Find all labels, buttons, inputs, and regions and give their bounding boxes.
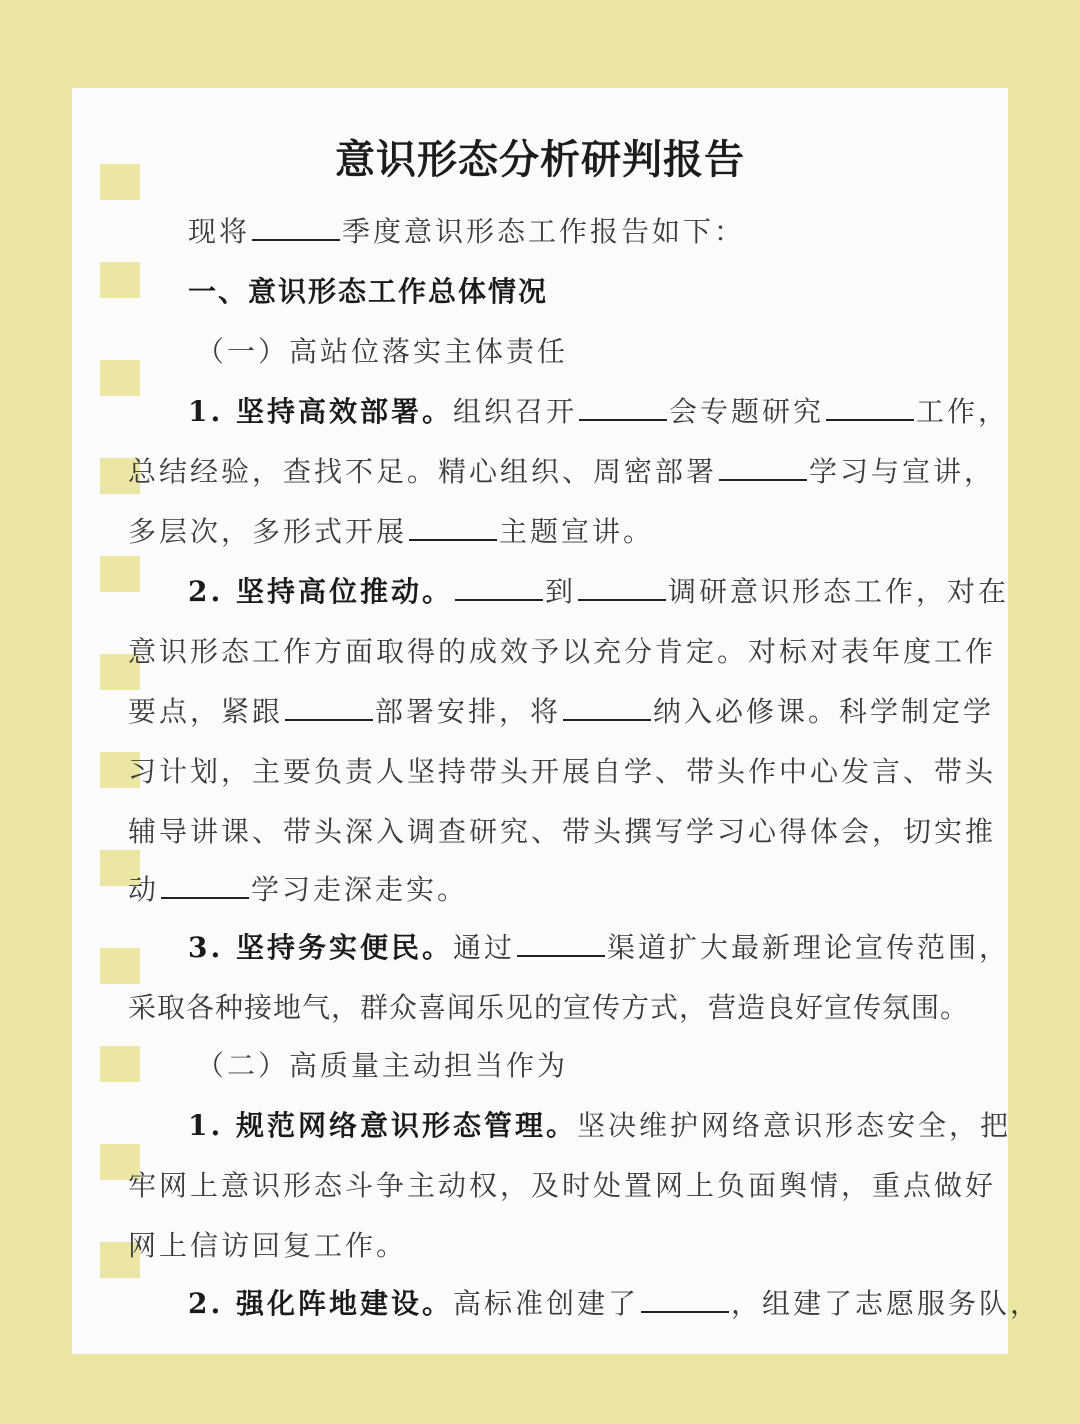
paragraph-line: [188, 572, 1009, 612]
fill-blank: [517, 929, 605, 957]
binder-tab: [100, 948, 140, 984]
fill-blank: [641, 1285, 729, 1313]
fill-blank: [578, 573, 666, 601]
binder-tab: [100, 262, 140, 298]
paragraph-line: [128, 452, 995, 492]
fill-blank: [579, 393, 667, 421]
fill-blank: [285, 693, 373, 721]
paragraph-line: [188, 392, 1009, 432]
paragraph-text: ，组建了志愿服务队，: [731, 1287, 1042, 1320]
paragraph-line: [128, 512, 654, 552]
paragraph-line: 习计划，主要负责人坚持带头开展自学、带头作中心发言、带头: [128, 755, 997, 788]
paragraph-text: 部署安排，将: [375, 695, 562, 728]
paragraph-lead: 2. 强化阵地建设。: [188, 1287, 453, 1320]
paragraph-text: 高标准创建了: [452, 1287, 639, 1320]
paragraph-text: 主题宣讲。: [499, 515, 655, 548]
fill-blank: [455, 573, 543, 601]
paragraph-line: 辅导讲课、带头深入调查研究、带头撰写学习心得体会，切实推: [128, 815, 997, 848]
fill-blank: [719, 453, 807, 481]
paragraph-text: 通过: [452, 931, 515, 964]
paragraph-text: 学习与宣讲，: [809, 455, 996, 488]
subsection-heading: （二）高质量主动担当作为: [196, 1049, 569, 1082]
fill-blank: [252, 213, 340, 241]
paragraph-text: 坚决维护网络意识形态安全，把: [576, 1109, 1011, 1142]
subsection-heading: （一）高站位落实主体责任: [196, 335, 569, 368]
binder-tab: [100, 556, 140, 592]
paragraph-text: 要点，紧跟: [128, 695, 284, 728]
paragraph-text: 调研意识形态工作，对在: [668, 575, 1010, 608]
paragraph-line: [188, 1284, 1041, 1324]
intro-line: [188, 212, 745, 252]
paragraph-line: [128, 870, 468, 910]
paragraph-lead: 2. 坚持高位推动。: [188, 575, 453, 608]
paragraph-text: 会专题研究: [669, 395, 825, 428]
fill-blank: [161, 871, 249, 899]
paragraph-text: 工作，: [916, 395, 1010, 428]
paragraph-line: [188, 928, 1010, 968]
paragraph-line: 采取各种接地气，群众喜闻乐见的宣传方式，营造良好宣传氛围。: [128, 991, 970, 1024]
paragraph-line: 牢网上意识形态斗争主动权，及时处置网上负面舆情，重点做好: [128, 1169, 997, 1202]
report-title: 意识形态分析研判报告: [335, 136, 745, 183]
fill-blank: [563, 693, 651, 721]
paragraph-lead: 3. 坚持务实便民。: [188, 931, 453, 964]
binder-tab: [100, 1046, 140, 1082]
binder-tab: [100, 360, 140, 396]
intro-text: 季度意识形态工作报告如下：: [342, 215, 746, 248]
section-heading: 一、意识形态工作总体情况: [188, 275, 549, 308]
paragraph-line: 网上信访回复工作。: [128, 1229, 408, 1262]
paragraph-text: 到: [544, 575, 576, 608]
fill-blank: [409, 513, 497, 541]
paragraph-text: 渠道扩大最新理论宣传范围，: [607, 931, 1011, 964]
paragraph-line: 意识形态工作方面取得的成效予以充分肯定。对标对表年度工作: [128, 635, 997, 668]
paragraph-text: 总结经验，查找不足。精心组织、周密部署: [128, 455, 718, 488]
paragraph-lead: 1. 规范网络意识形态管理。: [188, 1109, 577, 1142]
paragraph-text: 多层次，多形式开展: [128, 515, 408, 548]
intro-text: 现将: [188, 215, 251, 248]
paragraph-text: 动: [128, 873, 160, 906]
paragraph-line: [128, 692, 994, 732]
paragraph-text: 纳入必修课。科学制定学: [653, 695, 995, 728]
paragraph-text: 组织召开: [452, 395, 577, 428]
paragraph-line: [188, 1106, 1011, 1146]
paragraph-lead: 1. 坚持高效部署。: [188, 395, 453, 428]
fill-blank: [826, 393, 914, 421]
paragraph-text: 学习走深走实。: [251, 873, 469, 906]
